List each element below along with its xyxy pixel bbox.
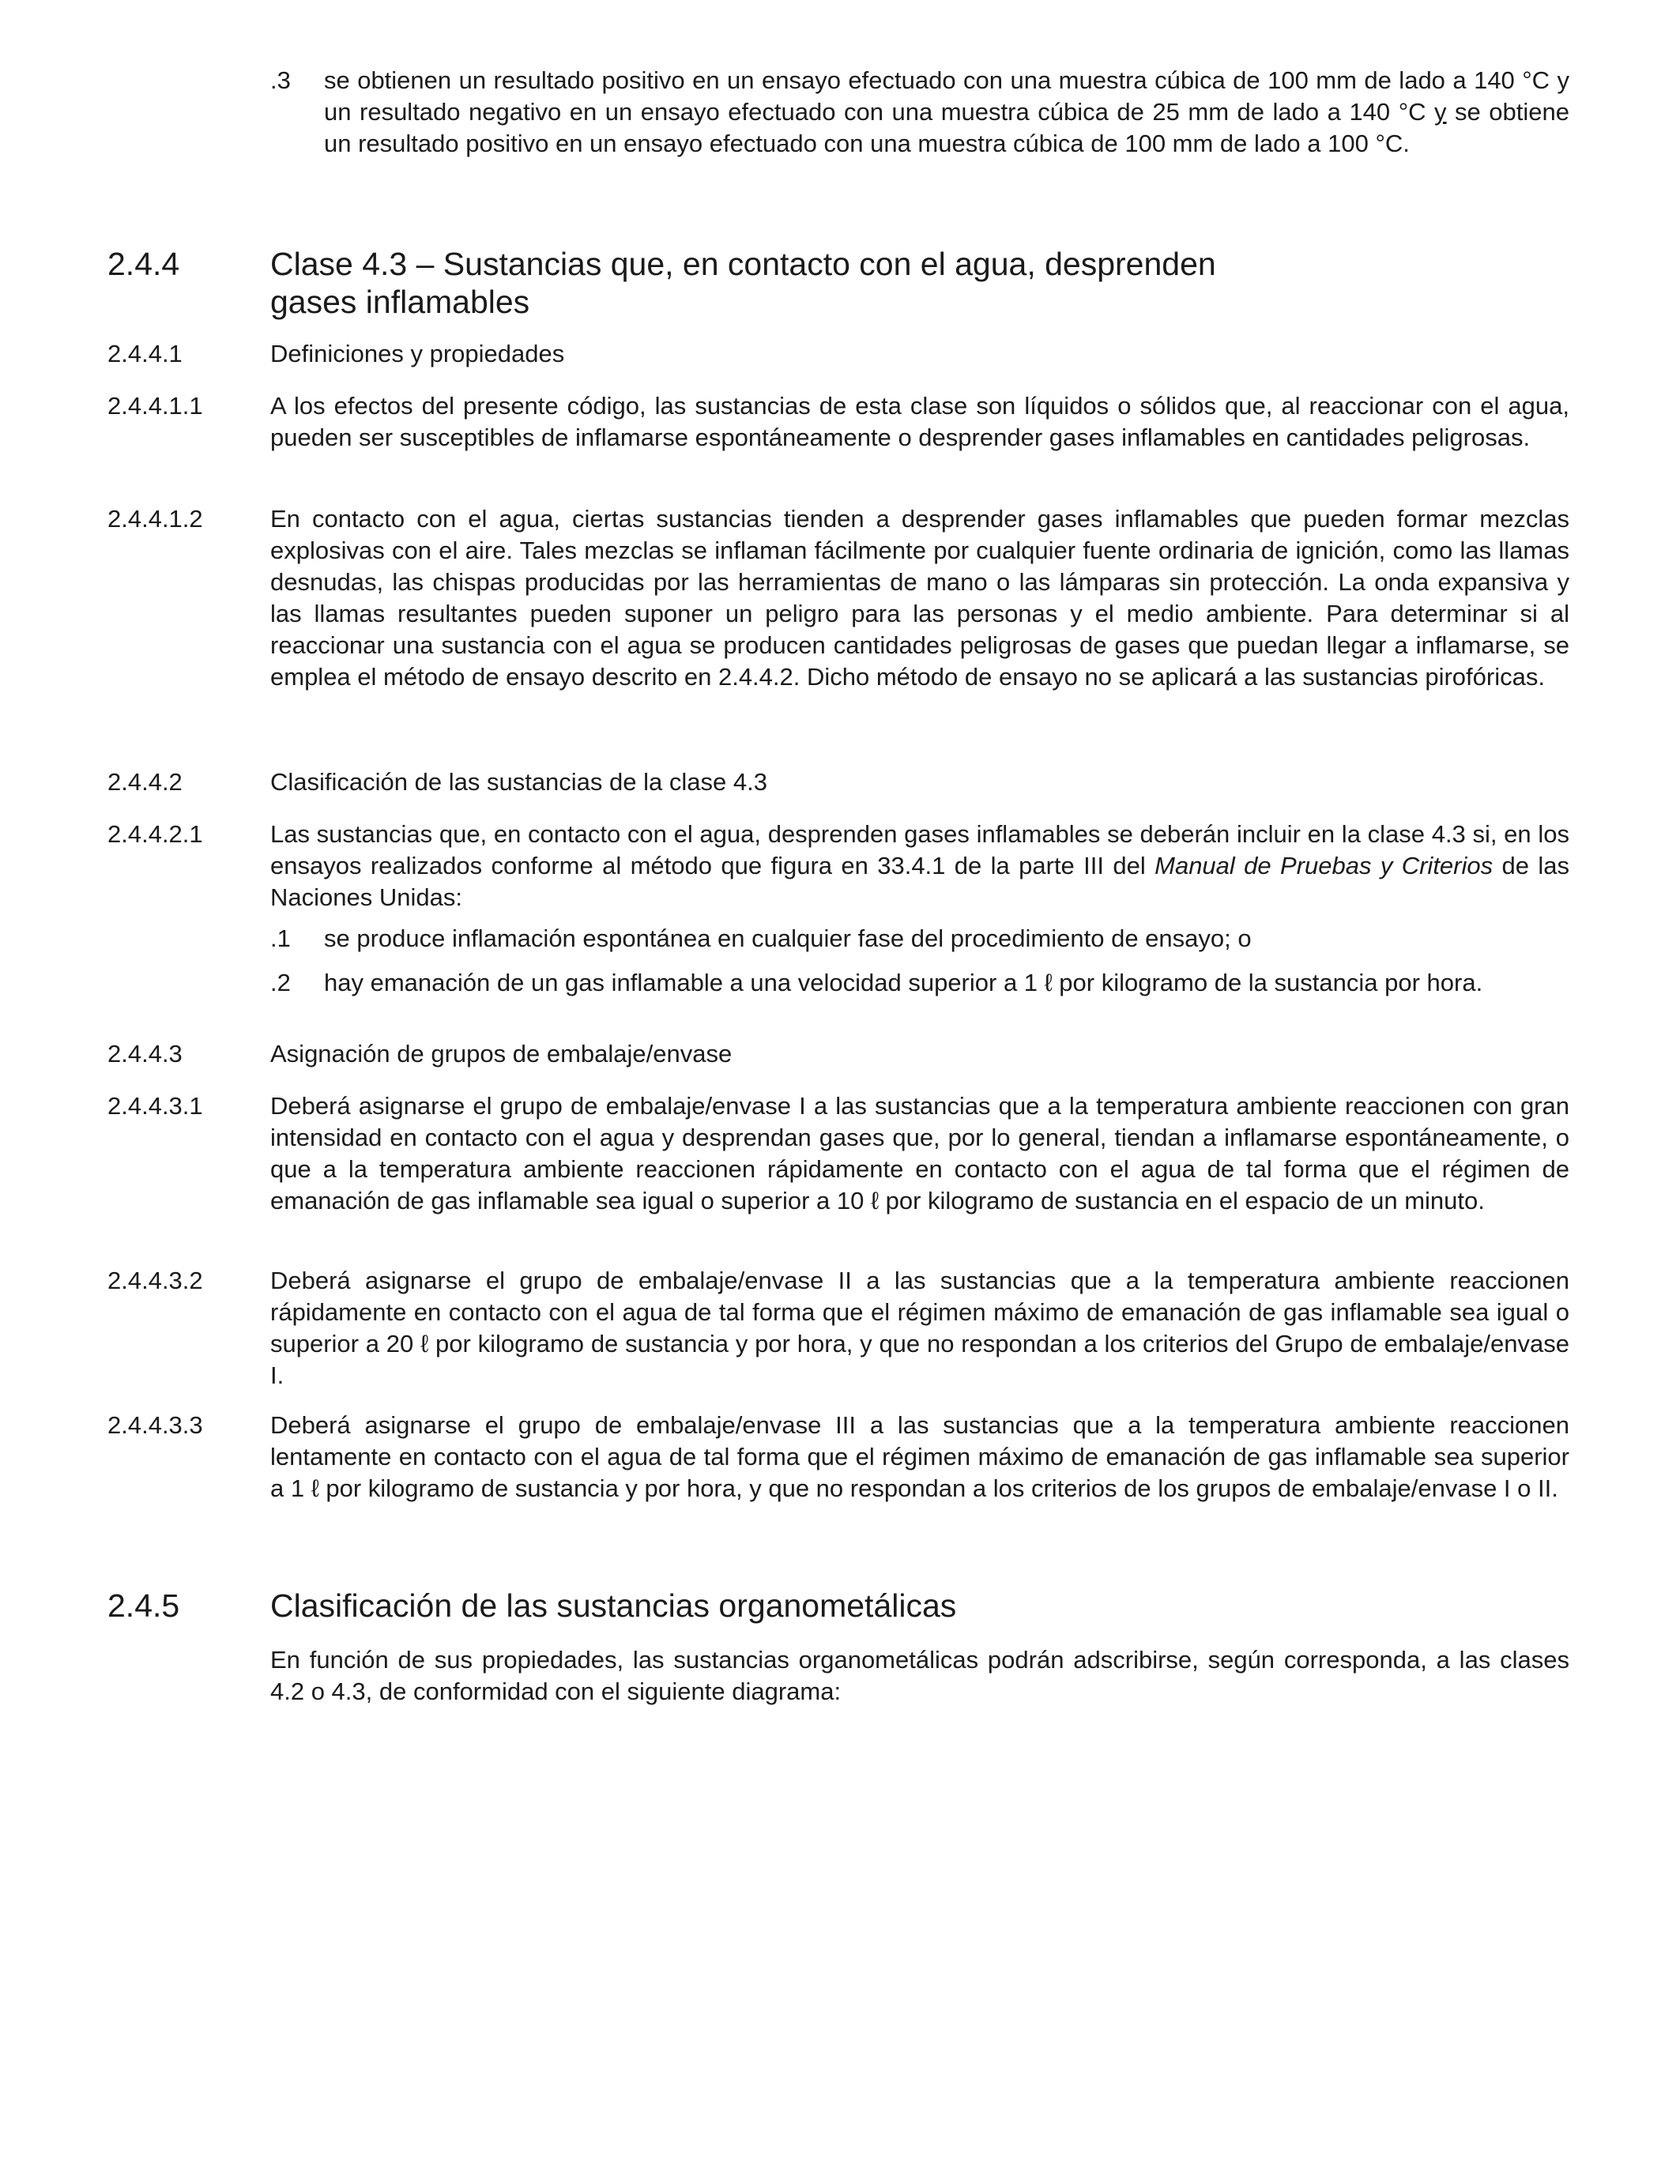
list-marker: .2 <box>270 969 291 996</box>
paragraph-text: Deberá asignarse el grupo de embalaje/envase I a las sustancias que a la temperatura ambiente reaccionen con gran intensidad en contacto con el agua y desprendan gases que, por lo general, tiendan a inflamarse espontáneamente, o que a la temperatura ambiente reaccionen rápidamente en contacto con el agua de tal forma que el régimen de emanación de gas inflamable sea igual o superior a 10 ℓ por kilogramo de sustancia en el espacio de un minuto. <box>270 1092 1569 1214</box>
section-number: 2.4.5 <box>107 1587 180 1624</box>
subsection-number: 2.4.4.3 <box>107 1040 183 1068</box>
paragraph-text: Deberá asignarse el grupo de embalaje/envase II a las sustancias que a la temperatura ambiente reaccionen rápidamente en contacto con el agua de tal forma que el régimen máximo de emanación de gas inflamable sea igual o superior a 20 ℓ por kilogramo de sustancia y por hora, y que no respondan a los criterios del Grupo de embalaje/envase I. <box>270 1267 1569 1389</box>
subsection-title: Clasificación de las sustancias de la clase 4.3 <box>270 768 767 796</box>
italic-title: Manual de Pruebas y Criterios <box>1155 852 1494 879</box>
paragraph-text: Las sustancias que, en contacto con el agua, desprenden gases inflamables se deberán incluir en la clase 4.3 si, en los ensayos realizados conforme al método que figura en 33.4.1 de la parte III del Manual de Pruebas y Criterios de las Naciones Unidas: <box>270 820 1569 911</box>
paragraph-number: 2.4.4.3.3 <box>107 1411 203 1439</box>
paragraph-text: En contacto con el agua, ciertas sustancias tienden a desprender gases inflamables que pueden formar mezclas explosivas con el aire. Tales mezclas se inflaman fácilmente por cualquier fuente ordinaria de ignición, como las llamas desnudas, las chispas producidas por las herramientas de mano o las lámparas sin protección. La onda expansiva y las llamas resultantes pueden suponer un peligro para las personas y el medio ambiente. Para determinar si al reaccionar una sustancia con el agua se producen cantidades peligrosas de gases que puedan llegar a inflamarse, se emplea el método de ensayo descrito en 2.4.4.2. Dicho método de ensayo no se aplicará a las sustancias pirofóricas. <box>270 505 1569 691</box>
paragraph-number: 2.4.4.3.2 <box>107 1267 203 1294</box>
list-item-text: se produce inflamación espontánea en cualquier fase del procedimiento de ensayo; o <box>324 924 1252 952</box>
section-title: Clase 4.3 – Sustancias que, en contacto con el agua, desprenden gases inflamables <box>270 246 1216 320</box>
paragraph-number: 2.4.4.1.1 <box>107 392 203 420</box>
paragraph-number: 2.4.4.1.2 <box>107 505 203 533</box>
paragraph-text: En función de sus propiedades, las sustancias organometálicas podrán adscribirse, según corresponda, a las clases 4.2 o 4.3, de conformidad con el siguiente diagrama: <box>270 1646 1569 1705</box>
subsection-number: 2.4.4.1 <box>107 340 183 367</box>
list-item-text: hay emanación de un gas inflamable a una velocidad superior a 1 ℓ por kilogramo de la sustancia por hora. <box>324 969 1483 996</box>
list-item-text: se obtienen un resultado positivo en un ensayo efectuado con una muestra cúbica de 100 mm de lado a 140 °C y un resultado negativo en un ensayo efectuado con una muestra cúbica de 25 mm de lado a 140 °C y se obtiene un resultado positivo en un ensayo efectuado con una muestra cúbica de 100 mm de lado a 100 °C. <box>324 66 1569 157</box>
section-title: Clasificación de las sustancias organometálicas <box>270 1587 957 1624</box>
list-marker: .3 <box>270 66 291 94</box>
underlined-text: y <box>1434 98 1447 126</box>
paragraph-text: A los efectos del presente código, las sustancias de esta clase son líquidos o sólidos que, al reaccionar con el agua, pueden ser susceptibles de inflamarse espontáneamente o desprender gases inflamables en cantidades peligrosas. <box>270 392 1569 451</box>
paragraph-number: 2.4.4.2.1 <box>107 820 203 848</box>
subsection-title: Asignación de grupos de embalaje/envase <box>270 1040 733 1068</box>
subsection-title: Definiciones y propiedades <box>270 340 565 367</box>
section-number: 2.4.4 <box>107 246 180 282</box>
subsection-number: 2.4.4.2 <box>107 768 183 796</box>
list-marker: .1 <box>270 924 291 952</box>
paragraph-text: Deberá asignarse el grupo de embalaje/envase III a las sustancias que a la temperatura ambiente reaccionen lentamente en contacto con el agua de tal forma que el régimen máximo de emanación de gas inflamable sea superior a 1 ℓ por kilogramo de sustancia y por hora, y que no respondan a los criterios de los grupos de embalaje/envase I o II. <box>270 1411 1569 1502</box>
paragraph-number: 2.4.4.3.1 <box>107 1092 203 1120</box>
